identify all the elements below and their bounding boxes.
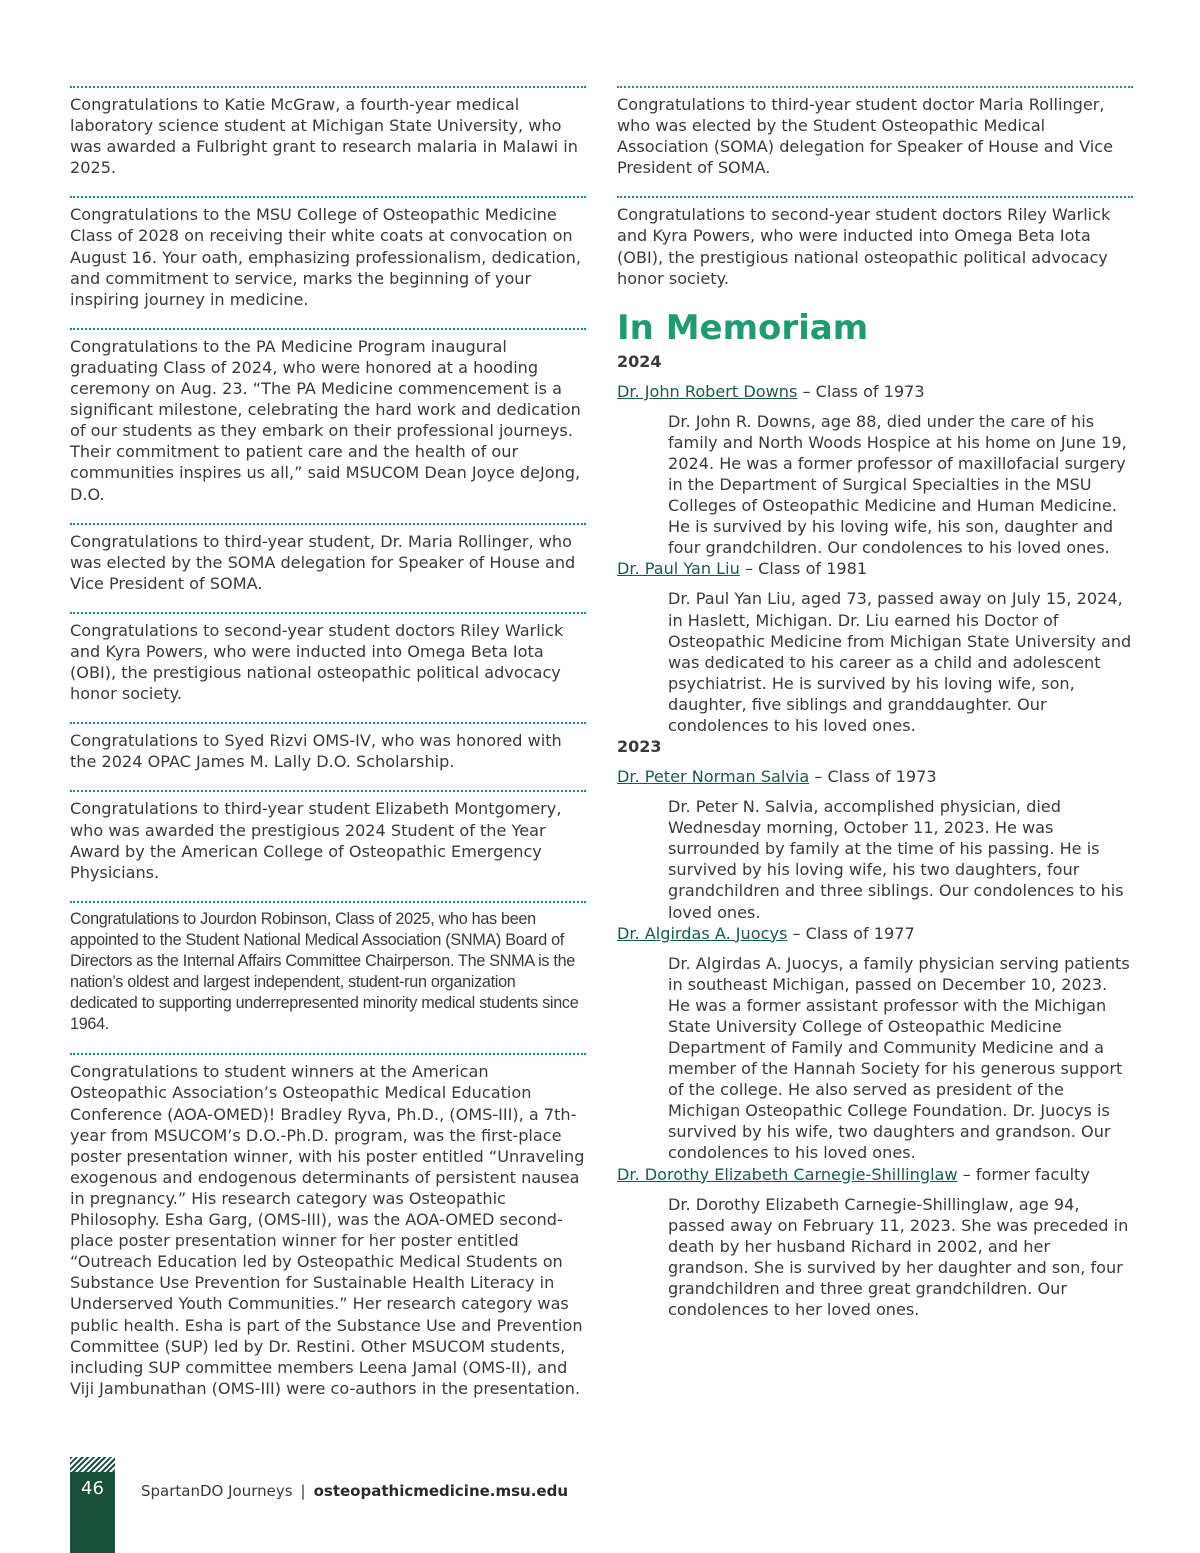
entry-class: – Class of 1973 xyxy=(809,767,937,787)
year-heading-2023: 2023 xyxy=(617,737,662,757)
footer-url-link[interactable]: osteopathicmedicine.msu.edu xyxy=(313,1482,569,1500)
entry-class: – Class of 1977 xyxy=(787,923,915,943)
memoriam-entry-head xyxy=(617,923,1133,944)
memoriam-entry-head xyxy=(617,381,1133,402)
news-item: Congratulations to second-year student doctors Riley Warlick and Kyra Powers, who were inducted into Omega Beta Iota (OBI), the prestigious national osteopathic political advocacy honor society. xyxy=(617,196,1133,288)
news-item: Congratulations to the PA Medicine Program inaugural graduating Class of 2024, who were honored at a hooding ceremony on Aug. 23. “The PA Medicine commencement is a significant milestone, celebrating the hard work and dedication of our students as they embark on their professional journeys. Their commitment to patient care and the health of our communities inspires us all,” said MSUCOM Dean Joyce deJong, D.O. xyxy=(70,328,586,505)
footer-hatch-decoration xyxy=(70,1457,115,1472)
obituary-link[interactable]: Dr. Dorothy Elizabeth Carnegie-Shillinglaw xyxy=(617,1164,958,1184)
publication-name: SpartanDO Journeys xyxy=(141,1482,293,1500)
news-item: Congratulations to the MSU College of Osteopathic Medicine Class of 2028 on receiving their white coats at convocation on August 16. Your oath, emphasizing professionalism, dedication, and commitment to service, marks the beginning of your inspiring journey in medicine. xyxy=(70,196,586,309)
obituary-link[interactable]: Dr. Paul Yan Liu xyxy=(617,559,740,579)
memoriam-title: In Memoriam xyxy=(617,307,869,348)
year-heading-2024: 2024 xyxy=(617,351,662,371)
page-number: 46 xyxy=(81,1478,104,1499)
right-column xyxy=(617,86,1133,1320)
memoriam-entry-body: Dr. John R. Downs, age 88, died under the care of his family and North Woods Hospice at his home on June 19, 2024. He was a former professor of maxillofacial surgery in the Department of Surgical Specialties in the MSU Colleges of Osteopathic Medicine and Human Medicine. He is survived by his loving wife, his son, daughter and four grandchildren. Our condolences to his loved ones. xyxy=(668,411,1127,558)
news-item: Congratulations to third-year student, Dr. Maria Rollinger, who was elected by the SOMA delegation for Speaker of House and Vice President of SOMA. xyxy=(70,523,586,594)
obituary-link[interactable]: Dr. Peter Norman Salvia xyxy=(617,767,810,787)
obituary-link[interactable]: Dr. Algirdas A. Juocys xyxy=(617,923,788,943)
news-item: Congratulations to third-year student Elizabeth Montgomery, who was awarded the prestigious 2024 Student of the Year Award by the American College of Osteopathic Emergency Physicians. xyxy=(70,790,586,882)
entry-class: – Class of 1973 xyxy=(797,381,925,401)
footer-credit xyxy=(141,1482,568,1500)
entry-class: – former faculty xyxy=(957,1164,1090,1184)
footer-separator: | xyxy=(300,1482,306,1500)
news-item: Congratulations to third-year student doctor Maria Rollinger, who was elected by the Student Osteopathic Medical Association (SOMA) delegation for Speaker of House and Vice President of SOMA. xyxy=(617,86,1133,178)
news-item: Congratulations to Katie McGraw, a fourth-year medical laboratory science student at Michigan State University, who was awarded a Fulbright grant to research malaria in Malawi in 2025. xyxy=(70,86,586,178)
news-item: Congratulations to Jourdon Robinson, Class of 2025, who has been appointed to the Student National Medical Association (SNMA) Board of Directors as the Internal Affairs Committee Chairperson. The SNMA is the nation’s oldest and largest independent, student-run organization dedicated to supporting underrepresented minority medical students since 1964. xyxy=(70,901,586,1036)
obituary-link[interactable]: Dr. John Robert Downs xyxy=(617,381,798,401)
news-item: Congratulations to second-year student doctors Riley Warlick and Kyra Powers, who were inducted into Omega Beta Iota (OBI), the prestigious national osteopathic political advocacy honor society. xyxy=(70,612,586,704)
memoriam-entry-head xyxy=(617,766,1133,787)
memoriam-entry-body: Dr. Dorothy Elizabeth Carnegie-Shillinglaw, age 94, passed away on February 11, 2023. She was preceded in death by her husband Richard in 2002, and her grandson. She is survived by her daughter and son, four grandchildren and three great grandchildren. Our condolences to her loved ones. xyxy=(668,1194,1129,1320)
memoriam-entry-head xyxy=(617,558,1133,579)
entry-class: – Class of 1981 xyxy=(739,559,868,579)
memoriam-entry-body: Dr. Peter N. Salvia, accomplished physician, died Wednesday morning, October 11, 2023. He was surrounded by family at the time of his passing. He is survived by his loving wife, his two daughters, four grandchildren and three siblings. Our condolences to his loved ones. xyxy=(668,797,1124,922)
memoriam-entry-body: Dr. Paul Yan Liu, aged 73, passed away on July 15, 2024, in Haslett, Michigan. Dr. Liu earned his Doctor of Osteopathic Medicine from Michigan State University and was dedicated to his career as a child and adolescent psychiatrist. He is survived by his loving wife, son, daughter, five siblings and granddaughter. Our condolences to his loved ones. xyxy=(668,589,1132,735)
memoriam-entry-body: Dr. Algirdas A. Juocys, a family physician serving patients in southeast Michigan, passed on December 10, 2023. He was a former assistant professor with the Michigan State University College of Osteopathic Medicine Department of Family and Community Medicine and a member of the Hannah Society for his generous support of the college. He also served as president of the Michigan Osteopathic College Foundation. Dr. Juocys is survived by his wife, two daughters and grandson. Our condolences to his loved ones. xyxy=(668,953,1130,1163)
memoriam-entry-head xyxy=(617,1164,1133,1185)
news-item: Congratulations to student winners at the American Osteopathic Association’s Osteopathic Medical Education Conference (AOA-OMED)! Bradley Ryva, Ph.D., (OMS-III), a 7th-year from MSUCOM’s D.O.-Ph.D. program, was the first-place poster presentation winner, with his poster entitled “Unraveling exogenous and endogenous determinants of persistent nausea in pregnancy.” His research category was Osteopathic Philosophy. Esha Garg, (OMS-III), was the AOA-OMED second-place poster presentation winner for her poster entitled “Outreach Education led by Osteopathic Medical Students on Substance Use Prevention for Sustainable Health Literacy in Underserved Youth Communities.” Her research category was public health. Esha is part of the Substance Use and Prevention Committee (SUP) led by Dr. Restini. Other MSUCOM students, including SUP committee members Leena Jamal (OMS-II), and Viji Jambunathan (OMS-III) were co-authors in the presentation. xyxy=(70,1053,586,1399)
left-column xyxy=(70,86,586,1417)
news-item: Congratulations to Syed Rizvi OMS-IV, who was honored with the 2024 OPAC James M. Lally D.O. Scholarship. xyxy=(70,722,586,772)
